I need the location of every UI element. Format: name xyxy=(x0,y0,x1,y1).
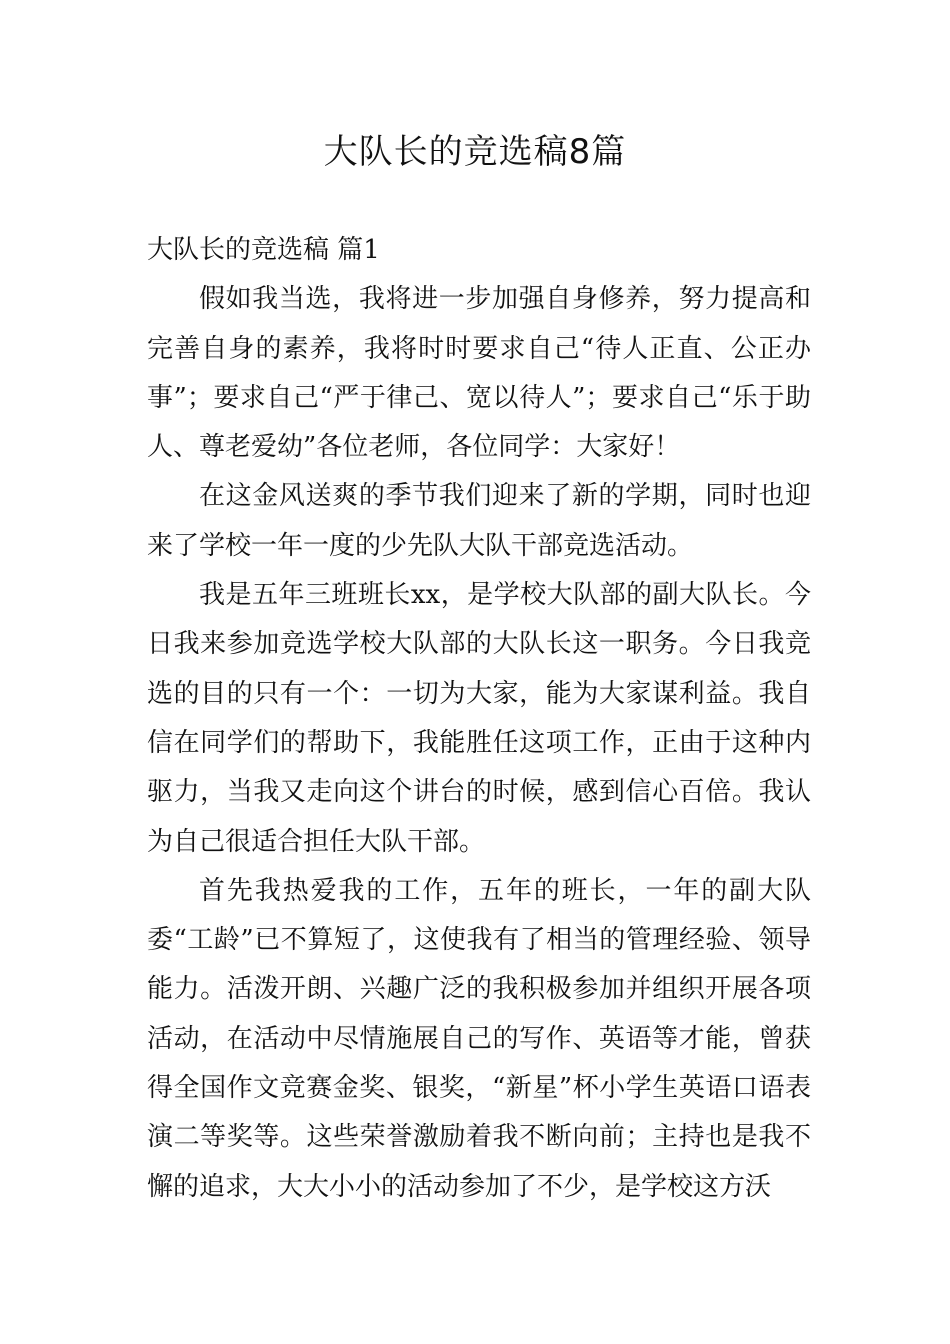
paragraph: 我是五年三班班长xx，是学校大队部的副大队长。今日我来参加竞选学校大队部的大队长这一职务。今日我竞选的目的只有一个：一切为大家，能为大家谋利益。我自信在同学们的帮助下，我能胜任这项工作，正由于这种内驱力，当我又走向这个讲台的时候，感到信心百倍。我认为自己很适合担任大队干部。 xyxy=(147,580,811,857)
paragraph: 首先我热爱我的工作，五年的班长，一年的副大队委“工龄”已不算短了，这使我有了相当的管理经验、领导能力。活泼开朗、兴趣广泛的我积极参加并组织开展各项活动，在活动中尽情施展自己的写作、英语等才能，曾获得全国作文竞赛金奖、银奖，“新星”杯小学生英语口语表演二等奖等。这些荣誉激励着我不断向前；主持也是我不懈的追求，大大小小的活动参加了不少，是学校这方沃 xyxy=(147,875,811,1202)
paragraph: 假如我当选，我将进一步加强自身修养，努力提高和完善自身的素养，我将时时要求自己“待人正直、公正办事”；要求自己“严于律己、宽以待人”；要求自己“乐于助人、尊老爱幼”各位老师，各位同学：大家好！ xyxy=(147,284,811,463)
document-title: 大队长的竞选稿8篇 xyxy=(323,132,627,172)
paragraph: 在这金风送爽的季节我们迎来了新的学期，同时也迎来了学校一年一度的少先队大队干部竞选活动。 xyxy=(147,481,811,561)
section-heading: 大队长的竞选稿 篇1 xyxy=(147,235,380,265)
document-body xyxy=(147,226,811,1212)
